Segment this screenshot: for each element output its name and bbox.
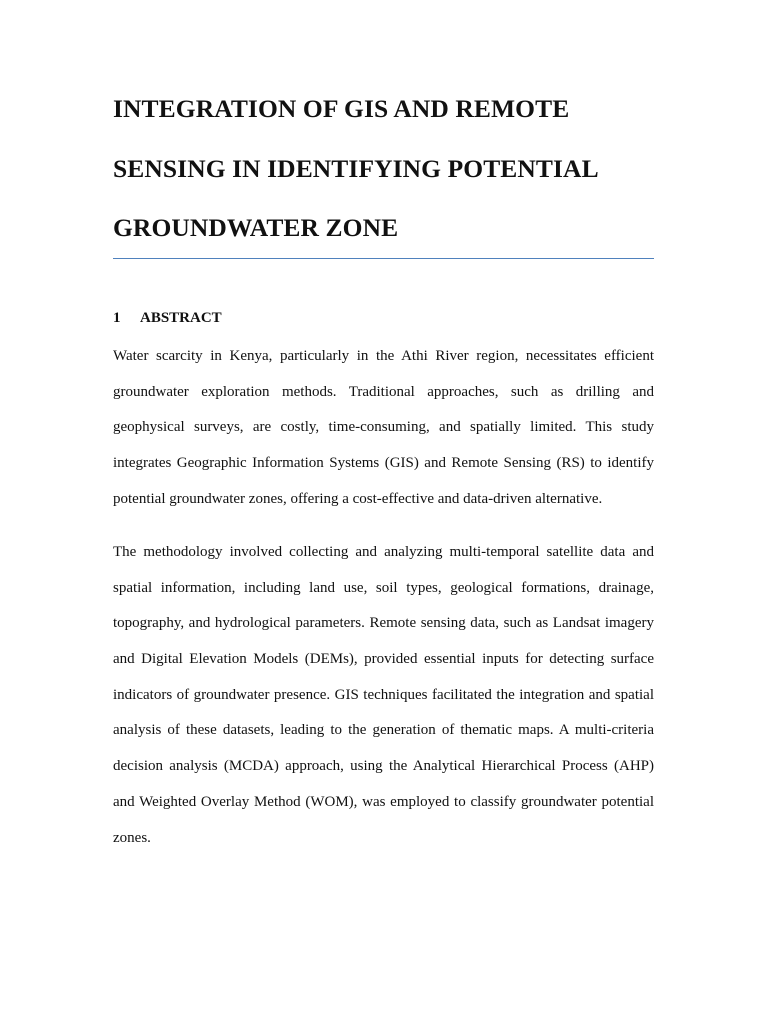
title-line: SENSING IN IDENTIFYING POTENTIAL	[113, 153, 599, 183]
text-line: zones.	[113, 829, 151, 846]
text-line: The methodology involved collecting and analyzing multi-temporal satellite data and	[113, 544, 654, 560]
text-line: potential groundwater zones, offering a cost-effective and data-driven alternative.	[113, 490, 603, 507]
text-line: geophysical surveys, are costly, time-consuming, and spatially limited. This study	[113, 419, 654, 436]
document-page	[113, 0, 654, 846]
section-title: ABSTRACT	[140, 310, 222, 326]
abstract-paragraph-2	[113, 535, 654, 856]
text-line: groundwater exploration methods. Traditional approaches, such as drilling and	[113, 383, 654, 400]
text-line: and Weighted Overlay Method (WOM), was employed to classify groundwater potential	[113, 793, 654, 810]
title-line: INTEGRATION OF GIS AND REMOTE	[113, 94, 570, 123]
text-line: and Digital Elevation Models (DEMs), provided essential inputs for detecting surface	[113, 651, 654, 668]
text-line: analysis of these datasets, leading to the generation of thematic maps. A multi-criteria	[113, 722, 654, 739]
text-line: topography, and hydrological parameters. Remote sensing data, such as Landsat imagery	[113, 615, 654, 632]
section-heading	[113, 308, 222, 328]
title-line: GROUNDWATER ZONE	[113, 213, 399, 242]
abstract-paragraph-1	[113, 339, 654, 517]
text-line: decision analysis (MCDA) approach, using the Analytical Hierarchical Process (AHP)	[113, 758, 654, 775]
text-line: indicators of groundwater presence. GIS techniques facilitated the integration and spatial	[113, 686, 654, 703]
title-divider	[113, 258, 654, 259]
text-line: Water scarcity in Kenya, particularly in the Athi River region, necessitates efficient	[113, 348, 654, 364]
text-line: integrates Geographic Information Systems (GIS) and Remote Sensing (RS) to identify	[113, 455, 654, 472]
text-line: spatial information, including land use, soil types, geological formations, drainage,	[113, 579, 654, 596]
document-title	[113, 0, 654, 258]
section-number: 1	[113, 310, 121, 326]
